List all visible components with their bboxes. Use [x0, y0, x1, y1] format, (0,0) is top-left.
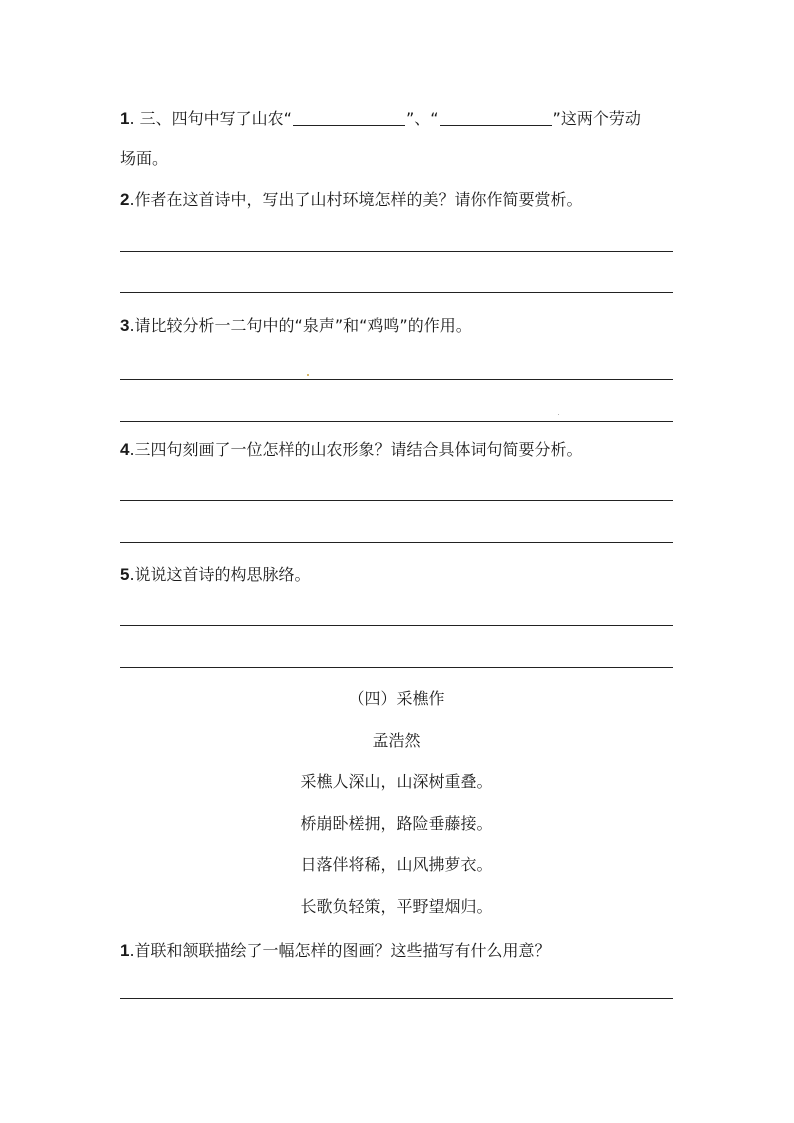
- answer-line[interactable]: [120, 667, 673, 668]
- question-text: . 三、四句中写了山农“: [129, 109, 292, 128]
- question-number: 1: [120, 941, 130, 960]
- answer-line[interactable]: [120, 998, 673, 999]
- ink-speck: [307, 374, 309, 376]
- question-b1: [120, 940, 551, 962]
- question-number: 5: [120, 565, 130, 584]
- poem-title: （四）采樵作: [348, 689, 445, 708]
- poem-author: 孟浩然: [372, 731, 421, 750]
- question-1-continuation: 场面。: [120, 149, 169, 168]
- ink-speck: [558, 414, 559, 415]
- poem-line: 日落伴将稀，山风拂萝衣。: [300, 855, 493, 874]
- question-number: 4: [120, 440, 130, 459]
- answer-line[interactable]: [120, 421, 673, 422]
- question-1: [120, 108, 641, 130]
- question-4: [120, 439, 583, 461]
- question-text: ”、“: [405, 109, 439, 128]
- question-3: [120, 315, 472, 337]
- question-text: .作者在这首诗中，写出了山村环境怎样的美？请你作简要赏析。: [129, 190, 583, 209]
- question-number: 3: [120, 316, 130, 335]
- answer-line[interactable]: [120, 500, 673, 501]
- poem-line: 采樵人深山，山深树重叠。: [300, 772, 493, 791]
- question-text: .首联和颔联描绘了一幅怎样的图画？这些描写有什么用意？: [129, 941, 551, 960]
- question-number: 1: [120, 109, 130, 128]
- question-number: 2: [120, 190, 130, 209]
- poem-line: 桥崩卧槎拥，路险垂藤接。: [300, 814, 493, 833]
- answer-line[interactable]: [120, 251, 673, 252]
- poem-line: 长歌负轻策，平野望烟归。: [300, 897, 493, 916]
- fill-blank-2[interactable]: [440, 124, 552, 126]
- answer-line[interactable]: [120, 379, 673, 380]
- question-text: .请比较分析一二句中的“泉声”和“鸡鸣”的作用。: [129, 316, 472, 335]
- answer-line[interactable]: [120, 292, 673, 293]
- answer-line[interactable]: [120, 542, 673, 543]
- question-5: [120, 564, 311, 586]
- question-2: [120, 189, 583, 211]
- question-text: .三四句刻画了一位怎样的山农形象？请结合具体词句简要分析。: [129, 440, 583, 459]
- question-text: ”这两个劳动: [552, 109, 641, 128]
- answer-line[interactable]: [120, 625, 673, 626]
- fill-blank-1[interactable]: [293, 124, 405, 126]
- question-text: .说说这首诗的构思脉络。: [129, 565, 311, 584]
